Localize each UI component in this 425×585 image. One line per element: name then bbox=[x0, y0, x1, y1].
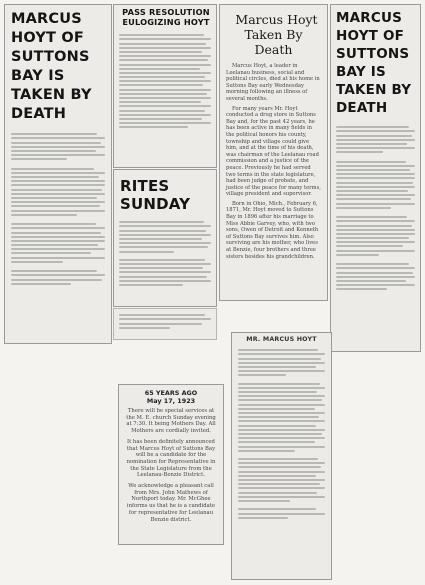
headline: MARCUS HOYT OF SUTTONS BAY IS TAKEN BY DEATH bbox=[11, 11, 92, 122]
clipping-rites-sunday bbox=[113, 169, 217, 307]
headline: MR. MARCUS HOYT bbox=[246, 336, 317, 343]
article-body bbox=[119, 407, 223, 524]
paragraph: For many years Mr. Hoyt conducted a drug store in Suttons Bay and, for the past 42 years, he has been active in many fields in the political honors his county, township and village could give him, and at the time of his death, was chairman of the Leelanau road commission and a justice of the peace. Previously he had served two terms in the state legislature, had been judge of probate, and justice of the peace for many terms, village president and supervisor. bbox=[226, 105, 321, 198]
headline-line-2: Taken By Death bbox=[244, 27, 303, 57]
dateline-title: 65 YEARS AGO bbox=[144, 389, 198, 397]
article-body bbox=[232, 345, 331, 523]
article-body bbox=[220, 61, 327, 260]
headline-line-1: Marcus Hoyt bbox=[235, 12, 318, 27]
paragraph: Marcus Hoyt, a leader in Leelanau business, social and political circles, died at his home in Suttons Bay early Wednesday morning following an illness of several months. bbox=[226, 63, 320, 102]
paragraph: There will be special services at the M. E. church Sunday evening at 7:30. It being Mothers Day. All Mothers are cordially invited. bbox=[126, 408, 216, 435]
dateline-date: May 17, 1923 bbox=[146, 397, 196, 405]
article-body bbox=[114, 216, 216, 291]
clipping-marcus-hoyt-taken bbox=[219, 4, 328, 301]
paragraph: We acknowledge a pleasant call from Mrs. John Mathews of Northport today. Mr. McGhee informs us that he is a candidate for representative for Leelanau Benzie district. bbox=[126, 483, 216, 523]
clipping-caption-snippet bbox=[113, 308, 217, 340]
article-body bbox=[331, 120, 420, 297]
article-body bbox=[114, 29, 216, 134]
headline: PASS RESOLUTION EULOGIZING HOYT bbox=[122, 7, 210, 27]
clipping-mr-marcus-hoyt bbox=[231, 332, 332, 580]
clipping-hoyt-death-right bbox=[330, 4, 421, 352]
headline: RITES SUNDAY bbox=[120, 177, 191, 213]
clipping-65-years-ago bbox=[118, 384, 224, 545]
paragraph: It has been definitely announced that Marcus Hoyt of Suttons Bay will be a candidate for the nomination for Representative in the State Legislature from the Leelanau-Benzie District. bbox=[126, 438, 216, 479]
clipping-pass-resolution bbox=[113, 4, 217, 168]
paragraph: Born in Ohio, Mich., February 6, 1871, Mr. Hoyt moved to Suttons Bay in 1896 after his marriage to Miss Abbie Garvey, who, with two sons, Owen of Detroit and Kenneth of Suttons Bay survives him. Also surviving are his mother, who lives at Benzie, four brothers and three sisters besides his grandchildren. bbox=[226, 200, 319, 260]
article-body bbox=[5, 127, 111, 291]
clipping-hoyt-death-left bbox=[4, 4, 112, 344]
headline: MARCUS HOYT OF SUTTONS BAY IS TAKEN BY DEATH bbox=[336, 10, 412, 116]
